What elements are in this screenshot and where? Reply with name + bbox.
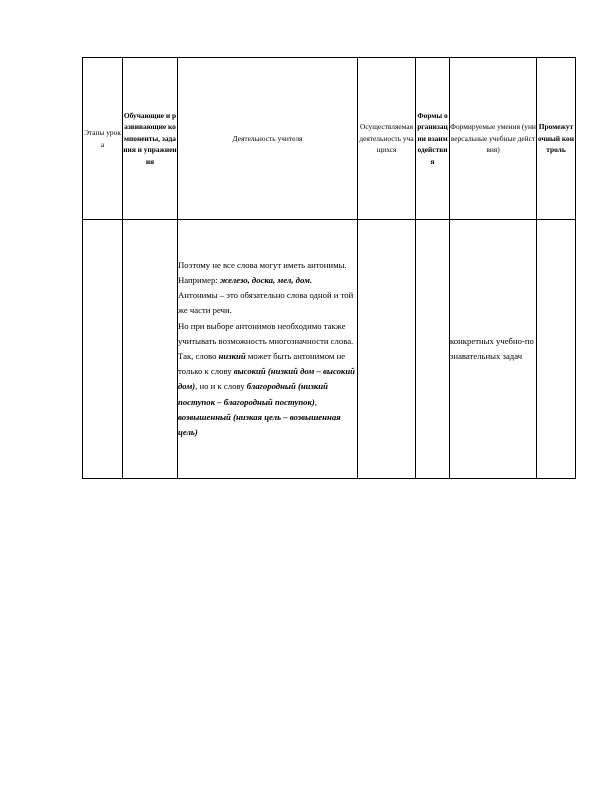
cell-teacher-activity xyxy=(178,220,358,479)
header-stages: Этапы урока xyxy=(83,58,123,220)
cell-forms xyxy=(416,220,450,479)
cell-components xyxy=(123,220,178,479)
header-forms: Формы организации взаимодействия xyxy=(416,58,450,220)
header-student-activity: Осуществляемая деятельность учащихся xyxy=(358,58,416,220)
header-teacher-activity: Деятельность учителя xyxy=(178,58,358,220)
cell-control xyxy=(537,220,576,479)
activity-paragraph-2: Антонимы – это обязательно слова одной и той же части речи. xyxy=(178,290,354,316)
header-control: Промежуточный контроль xyxy=(537,58,576,220)
table-row xyxy=(83,220,576,479)
cell-student-activity xyxy=(358,220,416,479)
header-components: Обучающие и развивающие компоненты, задания и упражнения xyxy=(123,58,178,220)
header-row xyxy=(83,58,576,220)
example-words: железо, доска, мел, дом. xyxy=(219,274,313,285)
cell-skills: конкретных учебно-познавательных задач xyxy=(450,220,537,479)
cell-stages xyxy=(83,220,123,479)
header-skills: Формируемые умения (универсальные учебные действия) xyxy=(450,58,537,220)
lesson-table xyxy=(82,57,576,479)
activity-paragraph-1: Поэтому не все слова могут иметь антонимы. Например: железо, доска, мел, дом. xyxy=(178,259,347,285)
activity-paragraph-3: Но при выборе антонимов необходимо также учитывать возможность многозначности слова. Так, слово низкий может быть антонимом не только к слову высокий (низкий дом – высокий дом), но и к слову благородный (низкий поступок – благородный поступок), возвышенный (низкая цель – возвышенная цель) xyxy=(178,320,356,438)
